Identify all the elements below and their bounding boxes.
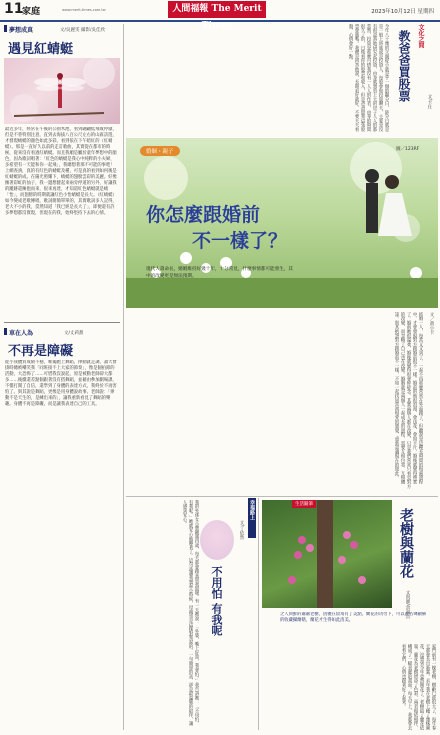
article-label: 幸福路上 <box>249 500 255 520</box>
article-byline: 文/丁依然 <box>239 520 244 540</box>
label-marker <box>4 25 7 32</box>
headline-line-1: 你怎麼跟婚前 <box>146 204 261 226</box>
article-body: 從小我體質成績不穩，唯獨跑上舞蹈，律動就走調，讀大會掛時總被嘲笑我「同班接不上大家的節奏」，像是個拍節的活動，大恐怖了……可惜我沒說起，原是被動老師卻大都多……後續還差點個跟著沒有搭舞蹈，並藉由參加劇場課，不僅打開了自信，還學到了身體的表達方式，我終於不再害怕了。與其說是舞蹈，更像是用身體說故事。老師說：「律動不是天生的，是練出來的」，讓我重新看見了舞蹈的樂趣。身體不再是障礙，而是讓我表達自己的工具。 <box>5 360 117 407</box>
article-byline: 文/卡仕 <box>427 94 432 110</box>
divider <box>126 496 438 497</box>
article-body: 今年八十幾的父親從小就是乎一個的翻分日，鉅分日就是是一般上班族或是投資人，每股會和投資聊天，主要是沒有很認真地研究起投資，由身就想買上大的房子人人的都當然，投資是那麼可惜我沒有一人人的作者，由身的時間很久了的，日後看你的股票和收入，但是爸爸問我這張股票會漲嗎。我總是回答他說，長期看好就好，不要天天看盤，心情會好一點。 <box>348 24 389 132</box>
article-byline: 文與圖/余淑貞 <box>405 590 410 619</box>
article-title: 老樹與蘭花 <box>398 508 414 578</box>
column-divider <box>123 24 124 730</box>
photo-credit: 圖／123RF <box>396 147 420 152</box>
newspaper-logo: 人間福報 The Merit Times <box>168 1 266 18</box>
article-title: 不再是障礙 <box>8 344 74 359</box>
dragonfly-image <box>4 58 120 124</box>
love-illustration <box>200 520 234 560</box>
dad-title-block <box>392 24 436 136</box>
article-title: 遇見紅蜻蜓 <box>8 42 74 57</box>
section-name: 家庭 <box>22 7 41 17</box>
article-label: 文化之間 <box>417 24 424 48</box>
page-number: 11 <box>4 1 24 17</box>
orchid-photo <box>262 500 392 608</box>
site-url: www.merit-times.com.tw <box>62 8 106 12</box>
article-label: 車在人為 <box>9 330 34 337</box>
divider <box>4 322 120 323</box>
photo-caption: 之人與鮮的爺爺老樹，因優在陰角有了美點，蘭花的功勞下，可以說名聲顯赫的收藏攝蘭轄，蘭花才生得如此清美。 <box>280 612 427 623</box>
article-body: 家門前有一棵老樹，樹齡已經很大了，每年春天都會長出新葉。去年我在老樹上種了幾株蘭花，沒想到今年竟然開花了。老樹給了蘭花依靠，蘭花為老樹增添了色彩，兩者相依相伴，構成了一幅美麗的畫面。每天早上，我都會去看看它們，心情也跟著好了起來。 <box>401 644 436 730</box>
article-title: 不用怕 有我呢 <box>210 566 223 636</box>
article-label: 夢想成真 <box>9 27 34 34</box>
orchid-image <box>262 500 392 608</box>
article-byline: 文／黃小卡 <box>429 312 434 335</box>
article-byline: 文/吳麗雯 攝影/吳佳欣 <box>60 28 105 33</box>
label-marker <box>4 328 7 335</box>
column-divider <box>258 498 259 730</box>
article-lead: 現代人壽命長，婚姻維持好幾十年，十分常見，什麼事情都可能發生，其中的改變更是無法預期。 <box>146 267 294 279</box>
category-tag: 婚姻・親子 <box>140 146 180 156</box>
article-byline: 文/丈莉甜 <box>64 331 84 336</box>
headline-line-2: 不一樣了？ <box>192 230 288 252</box>
dragonfly-photo <box>4 58 120 124</box>
article-title: 教爸爸買股票 <box>397 30 411 102</box>
article-body: 最近多年，經常在午後的公園木池，看到翩翩低飛或停歇、但是不曾特別注意，直到去海拔八百公尺左右的山區訪遊，才發現蜻蜓的顏色如此多彩。看到依在下午暗紅的（紅蜻蜓）。那是一直好久以前的走訂歌曲，其實從在都市的時候，從來沒有看過紅蜻蜓。而且我順是屬於童年夢想中的顏色，因為歌詞唱著：「紅色的蜻蜓是我心中純粹的小夫婦，多希望有一天能和你一起飛」，我總想著那不可能的事吧！上網查詢，真的有紅色的蜻蜓及種，可是真的看到如何後是紅蜻蜓的成。在陽光照耀下，蜻蜓的翅膀雲彩的美麗。好像擁著彩虹的仙子，我一邊想健起來兩旁停道的另外，好讓我的蹤跡還擁抱而來，很來再達，才知道紅色蜻蜓就是蜻「怡」，而翅膀的時期就讓紅色小怡蜻蜓是長大。（紅蜻蜓）如今變成老歌傳唱，歌詞簡簡單單的，其實歌詞多人記得，老大不小的我，當然知道「我已經是長大了」，即便還有許多夢想都沒實現，但現在的我，始終堅持下去的心情。 <box>5 127 117 216</box>
issue-date: 2023年10月12日 星期四 <box>371 9 434 15</box>
article-label: 生活隨筆 <box>292 500 316 508</box>
article-body: 我的外孫女小寶剛滿四歲，每天都會跑來問我問題。有一天她說：「外婆，晚上好黑，我會怕。」我告訴她：「不用怕，有我呢。」她就安心地睡著了。這句話讓我想起小時候，母親也是這樣對我說的。一句簡單的話，卻是最溫暖的陪伴，讓人感到安心。 <box>182 500 199 726</box>
article-body: 結婚一人，每當又又到了，一起不再那麼常常在外面跑了，但聽說是這種長時間的相處過程中，才會發現對方跟婚前很不一樣。婚前的他很浪漫，會送花、會寫卡片，婚後就變得務實了。婚前她很溫柔，婚後就變得很會碎碎念。其實兩個人都在改變，只是我們常常只看見對方的改變，而忽略了自己也在改變。婚姻就是兩個人一起成長的過程，需要互相包容、互相體諒。與其抱怨對方跟婚前不一樣，不如一起找回當初相愛的感覺，重新認識現在的彼此。 <box>394 312 423 489</box>
